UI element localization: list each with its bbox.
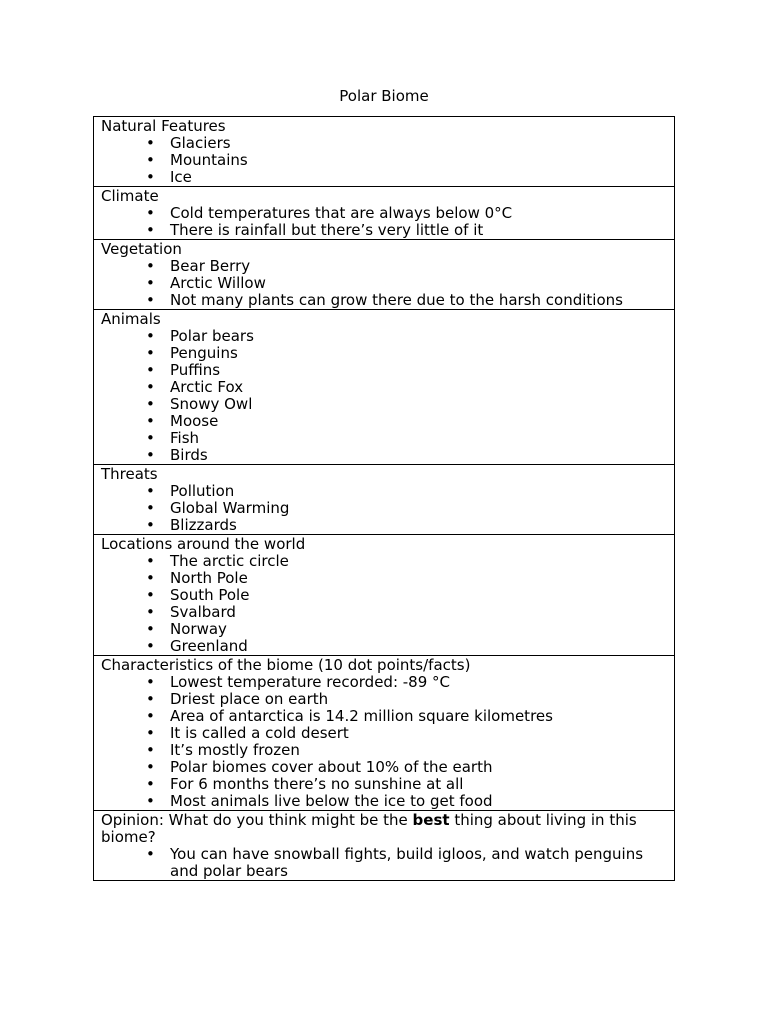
list-item: • Birds	[170, 447, 666, 464]
list-item: • It is called a cold desert	[170, 725, 666, 742]
list-item: • Blizzards	[170, 517, 666, 534]
list-item: • Polar biomes cover about 10% of the earth	[170, 759, 666, 776]
list-item: • Most animals live below the ice to get food	[170, 793, 666, 810]
list-item: • It’s mostly frozen	[170, 742, 666, 759]
list-item: • South Pole	[170, 587, 666, 604]
list-item: • Arctic Willow	[170, 275, 666, 292]
opinion-question-emphasis: best	[412, 811, 450, 829]
section-heading: Vegetation	[101, 240, 182, 258]
list-item: • Svalbard	[170, 604, 666, 621]
list-item: • Fish	[170, 430, 666, 447]
list-item: • You can have snowball fights, build igloos, and watch penguins and polar bears	[170, 846, 666, 880]
bullet-list	[101, 846, 666, 880]
opinion-question-start: Opinion: What do you think might be the	[101, 811, 413, 829]
section-heading: Animals	[101, 310, 161, 328]
list-item: • Not many plants can grow there due to the harsh conditions	[170, 292, 666, 309]
opinion-question	[101, 811, 666, 846]
section-heading: Natural Features	[101, 117, 226, 135]
list-item: • Cold temperatures that are always below 0°C	[170, 205, 666, 222]
list-item: • Driest place on earth	[170, 691, 666, 708]
list-item: • Global Warming	[170, 500, 666, 517]
section-vegetation	[94, 240, 674, 310]
bullet-list	[101, 483, 666, 534]
page-title: Polar Biome	[339, 87, 429, 105]
section-heading: Threats	[101, 465, 158, 483]
section-heading: Climate	[101, 187, 159, 205]
list-item: • Snowy Owl	[170, 396, 666, 413]
list-item: • Ice	[170, 169, 666, 186]
list-item: • Penguins	[170, 345, 666, 362]
list-item: • Bear Berry	[170, 258, 666, 275]
list-item: • Moose	[170, 413, 666, 430]
section-opinion	[94, 811, 674, 880]
list-item: • North Pole	[170, 570, 666, 587]
list-item: • Greenland	[170, 638, 666, 655]
section-heading: Locations around the world	[101, 535, 306, 553]
section-threats	[94, 465, 674, 535]
list-item: • There is rainfall but there’s very little of it	[170, 222, 666, 239]
bullet-list	[101, 205, 666, 239]
list-item: • The arctic circle	[170, 553, 666, 570]
section-natural-features	[94, 117, 674, 187]
list-item: • Pollution	[170, 483, 666, 500]
section-animals	[94, 310, 674, 465]
section-climate	[94, 187, 674, 240]
bullet-list	[101, 135, 666, 186]
list-item: • Puffins	[170, 362, 666, 379]
biome-table	[93, 116, 675, 881]
list-item: • Mountains	[170, 152, 666, 169]
section-characteristics	[94, 656, 674, 811]
list-item: • Polar bears	[170, 328, 666, 345]
list-item: • Area of antarctica is 14.2 million square kilometres	[170, 708, 666, 725]
list-item: • Arctic Fox	[170, 379, 666, 396]
list-item: • Norway	[170, 621, 666, 638]
bullet-list	[101, 328, 666, 464]
list-item: • Lowest temperature recorded: -89 °C	[170, 674, 666, 691]
section-heading: Characteristics of the biome (10 dot points/facts)	[101, 656, 471, 674]
bullet-list	[101, 258, 666, 309]
section-locations	[94, 535, 674, 656]
opinion-question-end: thing about living in this biome?	[101, 811, 637, 846]
bullet-list	[101, 553, 666, 655]
list-item: • Glaciers	[170, 135, 666, 152]
bullet-list	[101, 674, 666, 810]
list-item: • For 6 months there’s no sunshine at all	[170, 776, 666, 793]
